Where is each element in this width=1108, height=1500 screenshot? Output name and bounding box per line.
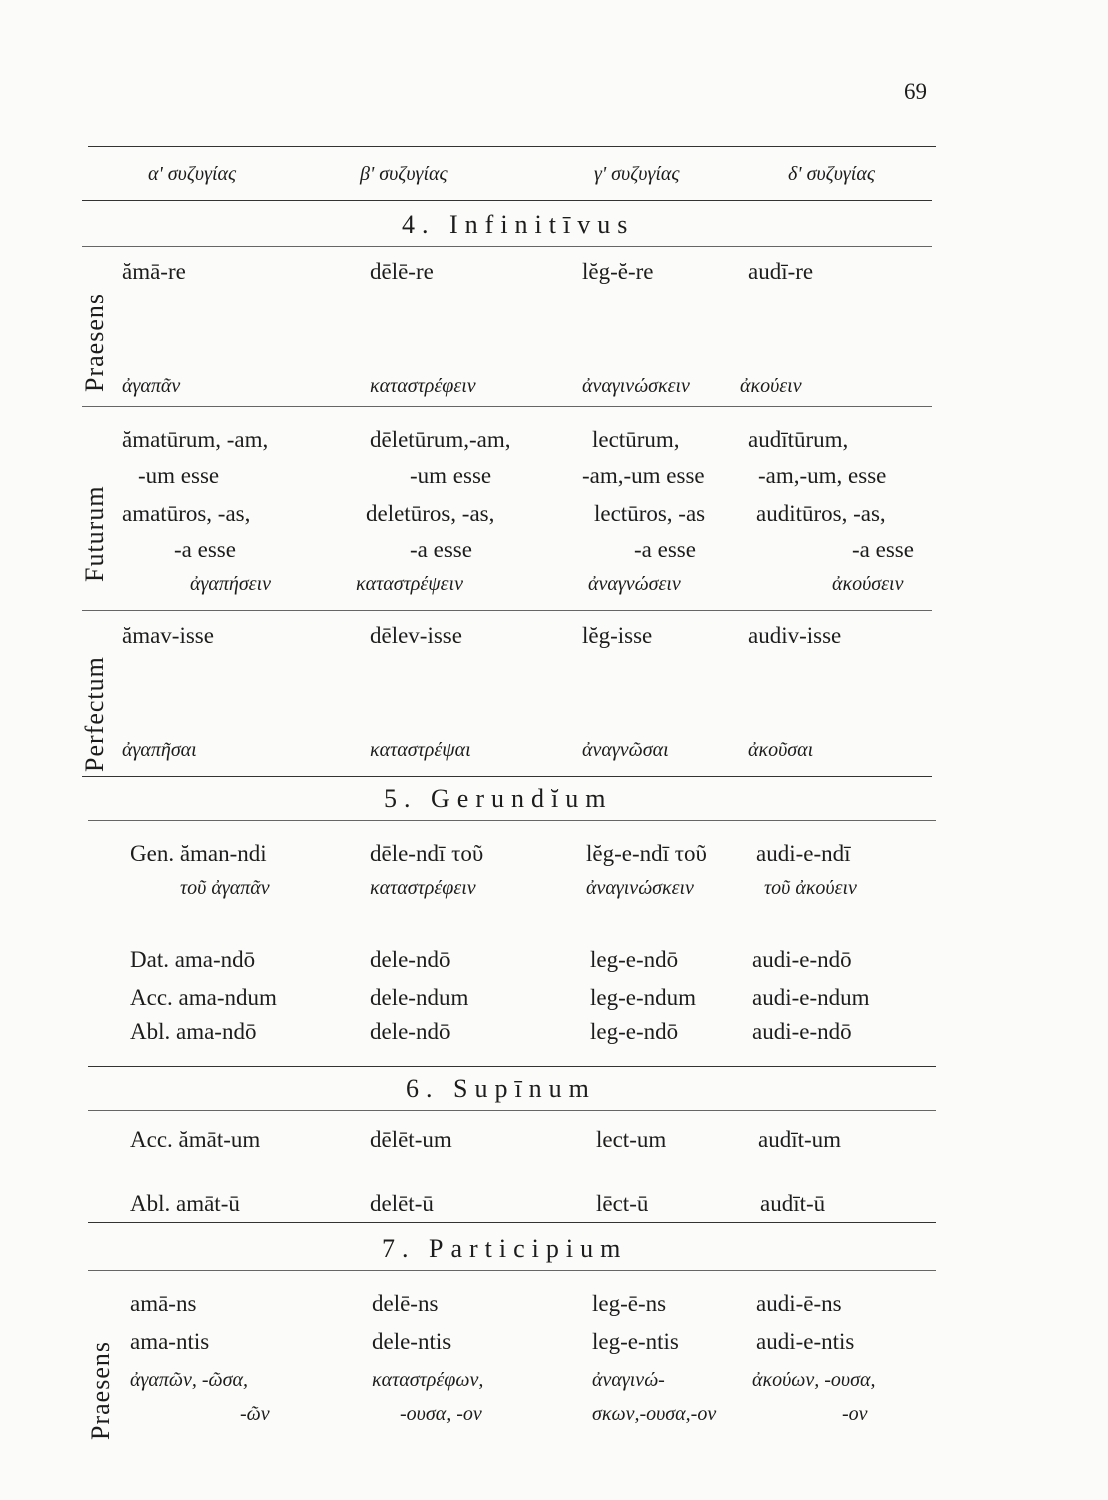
part-r2-3: leg-e-ntis: [592, 1329, 679, 1354]
ger-abl-3: leg-e-ndō: [590, 1019, 679, 1044]
inf-perfectum-greek-2: καταστρέψαι: [370, 739, 471, 761]
part-r3-1: ἀγαπῶν, -ῶσα,: [130, 1369, 249, 1391]
label-praesens: Praesens: [80, 293, 109, 392]
inf-futurum-r4-4: -a esse: [852, 537, 914, 562]
part-r1-1: amā-ns: [130, 1291, 197, 1316]
part-r1-4: audi-ē-ns: [756, 1291, 842, 1316]
part-r2-2: dele-ntis: [372, 1329, 452, 1354]
sup-abl-3: lēct-ū: [596, 1191, 649, 1216]
ger-gen-greek-3: ἀναγινώσκειν: [586, 877, 694, 899]
inf-futurum-r1-4: audītūrum,: [748, 427, 849, 452]
column-header-1: α' συζυγίας: [148, 163, 237, 185]
inf-futurum-r1-1: ămatūrum, -am,: [122, 427, 269, 452]
label-perfectum: Perfectum: [80, 656, 109, 772]
inf-futurum-r3-2: deletūros, -as,: [366, 501, 495, 526]
label-participium-praesens: Praesens: [86, 1341, 115, 1440]
inf-futurum-r3-1: amatūros, -as,: [122, 501, 251, 526]
ger-abl-4: audi-e-ndō: [752, 1019, 852, 1044]
heading-gerundium: 5. Gerundĭum: [384, 784, 613, 813]
part-r3-3: ἀναγινώ-: [592, 1369, 665, 1391]
heading-participium: 7. Participium: [382, 1234, 628, 1263]
sup-abl-2: delēt-ū: [370, 1191, 434, 1216]
inf-perfectum-greek-4: ἀκοῦσαι: [748, 739, 814, 761]
inf-praesens-latin-1: ămā-re: [122, 259, 186, 284]
inf-perfectum-greek-1: ἀγαπῆσαι: [122, 739, 197, 761]
praesens-rule: [82, 406, 932, 407]
inf-praesens-greek-3: ἀναγινώσκειν: [582, 375, 690, 397]
inf-praesens-latin-3: lĕg-ĕ-re: [582, 259, 654, 284]
heading-infinitivus: 4. Infinitīvus: [402, 210, 635, 239]
supinum-rule: [88, 1110, 936, 1111]
column-header-4: δ' συζυγίας: [788, 163, 875, 185]
inf-futurum-r2-1: -um esse: [138, 463, 220, 488]
inf-futurum-r2-3: -am,-um esse: [582, 463, 705, 488]
inf-futurum-r4-2: -a esse: [410, 537, 472, 562]
gerundium-end-rule: [88, 1066, 936, 1067]
gerundium-rule: [88, 820, 936, 821]
part-r4-4: -ον: [842, 1403, 868, 1425]
ger-acc-4: audi-e-ndum: [752, 985, 870, 1010]
ger-gen-latin-4: audi-e-ndī: [756, 841, 851, 866]
inf-praesens-greek-2: καταστρέφειν: [370, 375, 476, 397]
part-r4-3: σκων,-ουσα,-ον: [592, 1403, 717, 1425]
inf-perfectum-latin-2: dēlev-isse: [370, 623, 462, 648]
inf-praesens-latin-2: dēlē-re: [370, 259, 434, 284]
inf-perfectum-latin-1: ămav-isse: [122, 623, 214, 648]
inf-futurum-greek-2: καταστρέψειν: [356, 573, 463, 595]
inf-futurum-r1-2: dēletūrum,-am,: [370, 427, 511, 452]
inf-futurum-r3-3: lectūros, -as: [594, 501, 706, 526]
sup-acc-2: dēlēt-um: [370, 1127, 452, 1152]
perfectum-rule: [82, 776, 932, 777]
ger-abl-1: Abl. ama-ndō: [130, 1019, 257, 1044]
column-header-2: β' συζυγίας: [360, 163, 448, 185]
supinum-end-rule: [88, 1222, 936, 1223]
inf-futurum-r4-3: -a esse: [634, 537, 696, 562]
part-r4-2: -ουσα, -ον: [400, 1403, 482, 1425]
inf-futurum-r2-2: -um esse: [410, 463, 492, 488]
ger-dat-1: Dat. ama-ndō: [130, 947, 256, 972]
participium-rule: [88, 1270, 936, 1271]
heading-supinum: 6. Supīnum: [406, 1074, 596, 1103]
sup-acc-4: audīt-um: [758, 1127, 842, 1152]
futurum-rule: [82, 610, 932, 611]
ger-gen-latin-1: Gen. ăman-ndi: [130, 841, 267, 866]
ger-acc-3: leg-e-ndum: [590, 985, 697, 1010]
inf-praesens-latin-4: audī-re: [748, 259, 814, 284]
inf-futurum-greek-3: ἀναγνώσειν: [588, 573, 681, 595]
part-r1-3: leg-ē-ns: [592, 1291, 667, 1316]
inf-perfectum-greek-3: ἀναγνῶσαι: [582, 739, 669, 761]
part-r2-4: audi-e-ntis: [756, 1329, 855, 1354]
ger-gen-latin-2: dēle-ndī τοῦ: [370, 841, 484, 866]
header-rule: [82, 200, 932, 201]
part-r1-2: delē-ns: [372, 1291, 439, 1316]
inf-futurum-r2-4: -am,-um, esse: [758, 463, 887, 488]
part-r3-2: καταστρέφων,: [372, 1369, 484, 1391]
top-rule: [88, 146, 936, 147]
part-r4-1: -ῶν: [240, 1403, 270, 1425]
inf-futurum-r1-3: lectūrum,: [592, 427, 680, 452]
inf-futurum-greek-4: ἀκούσειν: [832, 573, 904, 595]
part-r2-1: ama-ntis: [130, 1329, 210, 1354]
inf-perfectum-latin-4: audiv-isse: [748, 623, 842, 648]
ger-gen-greek-4: τοῦ ἀκούειν: [764, 877, 857, 899]
column-header-3: γ' συζυγίας: [594, 163, 680, 185]
inf-praesens-greek-4: ἀκούειν: [740, 375, 802, 397]
inf-praesens-greek-1: ἀγαπᾶν: [122, 375, 181, 397]
ger-gen-greek-2: καταστρέφειν: [370, 877, 476, 899]
inf-futurum-r4-1: -a esse: [174, 537, 236, 562]
ger-dat-4: audi-e-ndō: [752, 947, 852, 972]
part-r3-4: ἀκούων, -ουσα,: [752, 1369, 876, 1391]
ger-gen-greek-1: τοῦ ἀγαπᾶν: [180, 877, 270, 899]
page-number: 69: [904, 79, 927, 104]
ger-abl-2: dele-ndō: [370, 1019, 451, 1044]
ger-dat-2: dele-ndō: [370, 947, 451, 972]
ger-acc-2: dele-ndum: [370, 985, 469, 1010]
inf-perfectum-latin-3: lĕg-isse: [582, 623, 653, 648]
ger-gen-latin-3: lĕg-e-ndī τοῦ: [586, 841, 707, 866]
label-futurum: Futurum: [80, 485, 109, 582]
ger-dat-3: leg-e-ndō: [590, 947, 679, 972]
infinitivus-rule: [82, 246, 932, 247]
inf-futurum-greek-1: ἀγαπήσειν: [190, 573, 271, 595]
sup-acc-3: lect-um: [596, 1127, 667, 1152]
ger-acc-1: Acc. ama-ndum: [130, 985, 277, 1010]
sup-acc-1: Acc. ămāt-um: [130, 1127, 261, 1152]
sup-abl-4: audīt-ū: [760, 1191, 826, 1216]
inf-futurum-r3-4: auditūros, -as,: [756, 501, 886, 526]
sup-abl-1: Abl. amāt-ū: [130, 1191, 240, 1216]
